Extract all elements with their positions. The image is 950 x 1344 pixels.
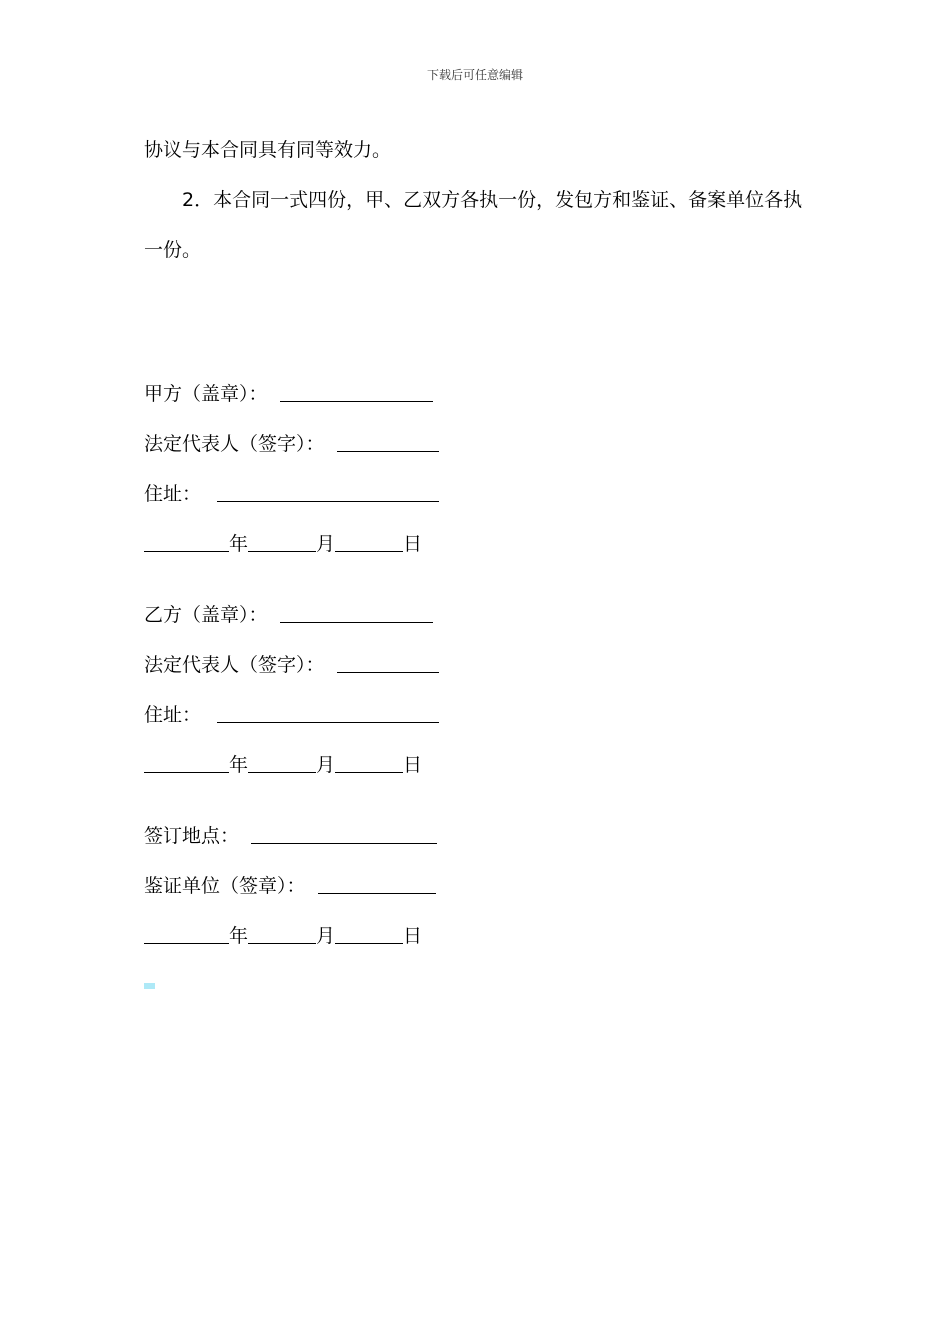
month-label: 月 [316, 533, 336, 555]
party-a-address-label: 住址： [144, 483, 202, 505]
year-label: 年 [229, 754, 249, 776]
party-b-address-row [144, 703, 439, 727]
party-b-rep-blank [337, 654, 439, 673]
year-blank [144, 925, 229, 944]
signing-place-row [144, 824, 437, 848]
party-b-address-label: 住址： [144, 704, 202, 726]
month-blank [248, 925, 316, 944]
party-a-seal-row [144, 382, 433, 406]
verify-unit-blank [318, 875, 436, 894]
clause-line-1: 协议与本合同具有同等效力。 [144, 139, 392, 161]
party-a-date-row [144, 532, 422, 556]
verify-unit-row [144, 874, 436, 898]
day-label: 日 [403, 925, 423, 947]
party-a-address-blank [217, 483, 439, 502]
day-blank [335, 754, 403, 773]
month-blank [248, 754, 316, 773]
party-a-rep-row [144, 432, 439, 456]
clause-line-2: 2．本合同一式四份，甲、乙双方各执一份，发包方和鉴证、备案单位各执 [182, 189, 803, 211]
day-blank [335, 925, 403, 944]
month-label: 月 [316, 754, 336, 776]
year-blank [144, 754, 229, 773]
clause-line-3: 一份。 [144, 239, 202, 261]
month-label: 月 [316, 925, 336, 947]
party-a-address-row [144, 482, 439, 506]
day-label: 日 [403, 754, 423, 776]
signing-place-blank [251, 825, 437, 844]
month-blank [248, 533, 316, 552]
party-a-rep-blank [337, 433, 439, 452]
year-label: 年 [229, 533, 249, 555]
signing-place-label: 签订地点： [144, 825, 240, 847]
party-b-date-row [144, 753, 422, 777]
verify-date-row [144, 924, 422, 948]
party-b-rep-row [144, 653, 439, 677]
party-b-seal-label: 乙方（盖章）： [144, 604, 268, 626]
party-b-rep-label: 法定代表人（签字）： [144, 654, 325, 676]
cursor-marker [144, 983, 155, 989]
party-a-rep-label: 法定代表人（签字）： [144, 433, 325, 455]
page-header: 下载后可任意编辑 [426, 68, 523, 82]
party-b-address-blank [217, 704, 439, 723]
party-a-seal-blank [280, 383, 433, 402]
party-b-seal-blank [280, 604, 433, 623]
year-blank [144, 533, 229, 552]
verify-unit-label: 鉴证单位（签章）： [144, 875, 306, 897]
year-label: 年 [229, 925, 249, 947]
party-a-seal-label: 甲方（盖章）： [144, 383, 268, 405]
day-blank [335, 533, 403, 552]
day-label: 日 [403, 533, 423, 555]
party-b-seal-row [144, 603, 433, 627]
